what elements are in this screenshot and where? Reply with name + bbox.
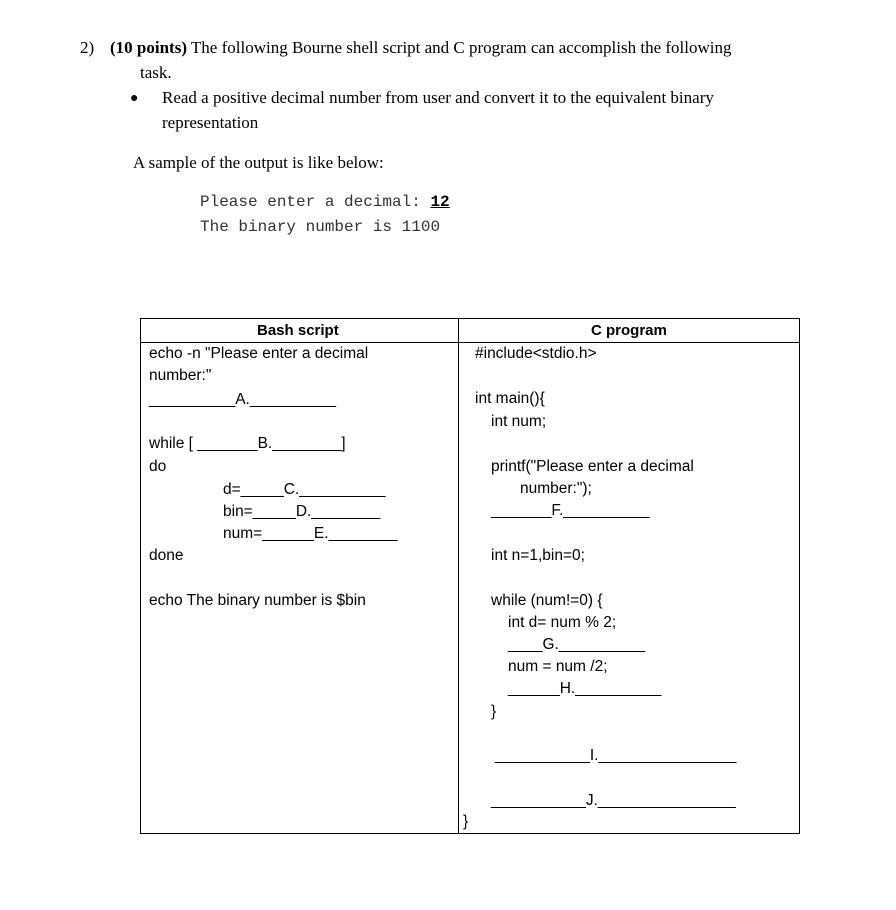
- sample-prompt: Please enter a decimal:: [200, 193, 431, 211]
- bash-line: number:": [149, 367, 212, 384]
- c-line: int n=1,bin=0;: [491, 547, 585, 564]
- c-header: C program: [591, 322, 667, 339]
- code-table: [140, 318, 800, 834]
- bash-header: Bash script: [257, 322, 339, 339]
- bash-blank-c: d=_____C.__________: [223, 481, 386, 498]
- c-line: while (num!=0) {: [491, 592, 603, 609]
- sample-output-line1: [200, 193, 450, 211]
- question-text-continued: task.: [140, 63, 172, 82]
- table-column-divider: [458, 319, 459, 833]
- c-line: printf("Please enter a decimal: [491, 458, 694, 475]
- question-body: The following Bourne shell script and C program can accomplish the following: [186, 38, 732, 57]
- bullet-dot-icon: ●: [130, 91, 139, 106]
- c-line: #include<stdio.h>: [475, 345, 597, 362]
- c-blank-j: ___________J.________________: [491, 792, 736, 809]
- c-blank-i: ___________I.________________: [495, 747, 737, 764]
- c-line: int main(){: [475, 390, 545, 407]
- c-line: }: [491, 703, 497, 720]
- question-number: 2): [80, 38, 95, 57]
- bash-line: echo The binary number is $bin: [149, 592, 366, 609]
- bash-line: done: [149, 547, 184, 564]
- c-blank-f: _______F.__________: [491, 502, 650, 519]
- c-blank-g: ____G.__________: [508, 636, 646, 653]
- table-header-divider: [141, 342, 799, 343]
- bash-line: echo -n "Please enter a decimal: [149, 345, 369, 362]
- sample-user-input: 12: [430, 193, 450, 211]
- c-line: int d= num % 2;: [508, 614, 617, 631]
- question-points: (10 points): [110, 38, 187, 57]
- sample-intro: A sample of the output is like below:: [133, 153, 384, 172]
- question-text: [110, 38, 732, 58]
- sample-output-line2: The binary number is 1100: [200, 218, 441, 236]
- bash-blank-d: bin=_____D.________: [223, 503, 381, 520]
- c-blank-h: ______H.__________: [508, 680, 662, 697]
- bash-blank-a: __________A.__________: [149, 391, 337, 408]
- bullet-text-line2: representation: [162, 113, 259, 132]
- c-line: number:");: [520, 480, 592, 497]
- c-line: num = num /2;: [508, 658, 608, 675]
- c-line: int num;: [491, 413, 547, 430]
- bash-line: do: [149, 458, 167, 475]
- bash-blank-e: num=______E.________: [223, 525, 398, 542]
- bullet-text-line1: Read a positive decimal number from user and convert it to the equivalent binary: [162, 88, 714, 107]
- c-line: }: [463, 813, 469, 830]
- bash-blank-b: while [ _______B.________]: [149, 435, 346, 452]
